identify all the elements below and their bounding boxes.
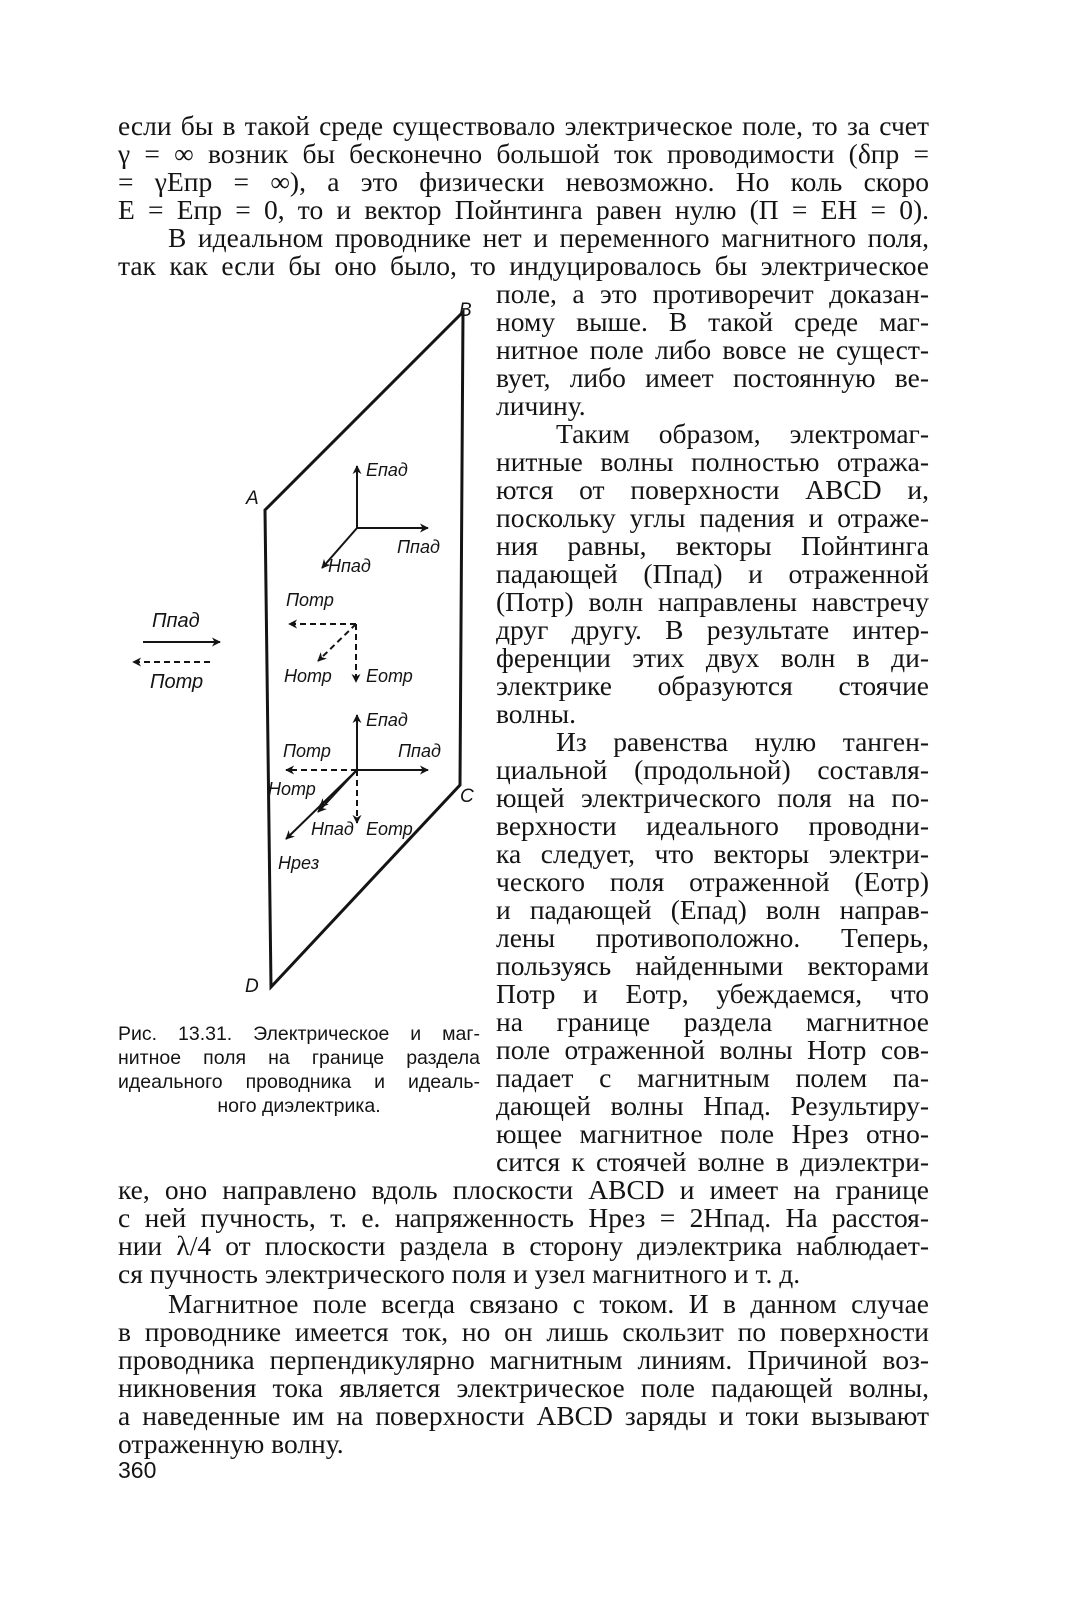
text-line: ющей электрического поля на по- xyxy=(496,782,929,813)
label-corner-c: C xyxy=(460,786,474,807)
label-g1-p-inc: Ппад xyxy=(397,537,440,557)
page-number: 360 xyxy=(118,1457,157,1483)
text-line: падающей (Ппад) и отраженной xyxy=(496,558,929,589)
text-line: = γEпр = ∞), а это физически невозможно. Но коль скоро xyxy=(118,166,929,197)
label-g3-e-inc: Eпад xyxy=(366,710,408,730)
label-g3-p-inc: Ппад xyxy=(398,741,441,761)
figure-caption-line: Рис. 13.31. Электрическое и маг- xyxy=(118,1023,480,1045)
text-line: ся пучность электрического поля и узел магнитного и т. д. xyxy=(118,1258,801,1289)
label-corner-b: B xyxy=(459,300,472,321)
label-g3-p-ref: Потр xyxy=(283,741,331,761)
text-line: а наведенные им на поверхности ABCD заряды и токи вызывают xyxy=(118,1400,929,1431)
text-line: E = Eпр = 0, то и вектор Пойнтинга равен нулю (П = EH = 0). xyxy=(118,194,929,225)
label-left-p-ref: Потр xyxy=(150,671,204,693)
text-line: электрике образуются стоячие xyxy=(496,670,929,701)
text-line: ческого поля отраженной (Eотр) xyxy=(496,866,929,897)
text-line: отраженную волну. xyxy=(118,1428,344,1459)
text-line: ному выше. В такой среде маг- xyxy=(496,306,929,337)
text-line: нитное поле либо вовсе не сущест- xyxy=(496,334,929,365)
figure-interface-diagram xyxy=(118,290,488,1015)
text-line: ка следует, что векторы электри- xyxy=(496,838,929,869)
arrow-h-ref-2 xyxy=(318,624,356,661)
label-g2-e-ref: Eотр xyxy=(366,666,413,686)
text-line: с ней пучность, т. е. напряженность Hрез = 2Hпад. На расстоя- xyxy=(118,1202,929,1233)
text-line: поле отраженной волны Hотр сов- xyxy=(496,1034,929,1065)
text-line: пользуясь найденными векторами xyxy=(496,950,929,981)
text-line: в проводнике имеется ток, но он лишь скользит по поверхности xyxy=(118,1316,929,1347)
figure-caption-line: идеального проводника и идеаль- xyxy=(118,1071,480,1093)
text-line: если бы в такой среде существовало электрическое поле, то за счет xyxy=(118,110,929,141)
text-line: циальной (продольной) составля- xyxy=(496,754,929,785)
text-line: Таким образом, электромаг- xyxy=(556,418,929,449)
text-line: так как если бы оно было, то индуцировалось бы электрическое xyxy=(118,250,929,281)
text-line: друг другу. В результате интер- xyxy=(496,614,929,645)
text-line: и падающей (Eпад) волн направ- xyxy=(496,894,929,925)
text-line: личину. xyxy=(496,390,586,421)
text-line: ференции этих двух волн в ди- xyxy=(496,642,929,673)
text-line: нитные волны полностью отража- xyxy=(496,446,929,477)
text-line: падает с магнитным полем па- xyxy=(496,1062,929,1093)
text-line: В идеальном проводнике нет и переменного магнитного поля, xyxy=(168,222,929,253)
label-g2-p-ref: Потр xyxy=(286,590,334,610)
text-line: Из равенства нулю танген- xyxy=(556,726,929,757)
text-line: вует, либо имеет постоянную ве- xyxy=(496,362,929,393)
label-g1-h-inc: Hпад xyxy=(328,556,371,576)
text-line: ке, оно направлено вдоль плоскости ABCD и имеет на границе xyxy=(118,1174,929,1205)
text-line: поле, а это противоречит доказан- xyxy=(496,278,929,309)
label-g3-h-ref: Hотр xyxy=(268,779,316,799)
text-line: ются от поверхности ABCD и, xyxy=(496,474,929,505)
text-line: поскольку углы падения и отраже- xyxy=(496,502,929,533)
label-g3-h-inc: Hпад xyxy=(311,819,354,839)
figure-caption-line: ного диэлектрика. xyxy=(217,1095,381,1117)
plane-abcd xyxy=(265,312,463,987)
text-line: на границе раздела магнитное xyxy=(496,1006,929,1037)
text-line: (Потр) волн направлены навстречу xyxy=(496,586,929,617)
label-g3-e-ref: Eотр xyxy=(366,819,413,839)
text-line: верхности идеального проводни- xyxy=(496,810,929,841)
text-line: дающей волны Hпад. Результиру- xyxy=(496,1090,929,1121)
text-line: Потр и Eотр, убеждаемся, что xyxy=(496,978,929,1009)
text-line: никновения тока является электрическое поле падающей волны, xyxy=(118,1372,929,1403)
text-line: нии λ/4 от плоскости раздела в сторону диэлектрика наблюдает- xyxy=(118,1230,929,1261)
figure-caption-line: нитное поля на границе раздела xyxy=(118,1047,480,1069)
text-line: ния равны, векторы Пойнтинга xyxy=(496,530,929,561)
text-line: γ = ∞ возник бы бесконечно большой ток проводимости (δпр = xyxy=(118,138,929,169)
label-corner-d: D xyxy=(245,976,259,997)
label-left-p-inc: Ппад xyxy=(152,610,200,632)
label-g2-h-ref: Hотр xyxy=(284,666,332,686)
text-line: Магнитное поле всегда связано с током. И в данном случае xyxy=(168,1288,929,1319)
text-line: проводника перпендикулярно магнитным линиям. Причиной воз- xyxy=(118,1344,929,1375)
label-corner-a: A xyxy=(246,488,259,509)
text-line: волны. xyxy=(496,698,576,729)
text-line: сится к стоячей волне в диэлектри- xyxy=(496,1146,929,1177)
text-line: ющее магнитное поле Hрез отно- xyxy=(496,1118,929,1149)
label-g1-e-inc: Eпад xyxy=(366,460,408,480)
text-line: лены противоположно. Теперь, xyxy=(496,922,929,953)
label-g3-h-res: Hрез xyxy=(278,853,320,873)
